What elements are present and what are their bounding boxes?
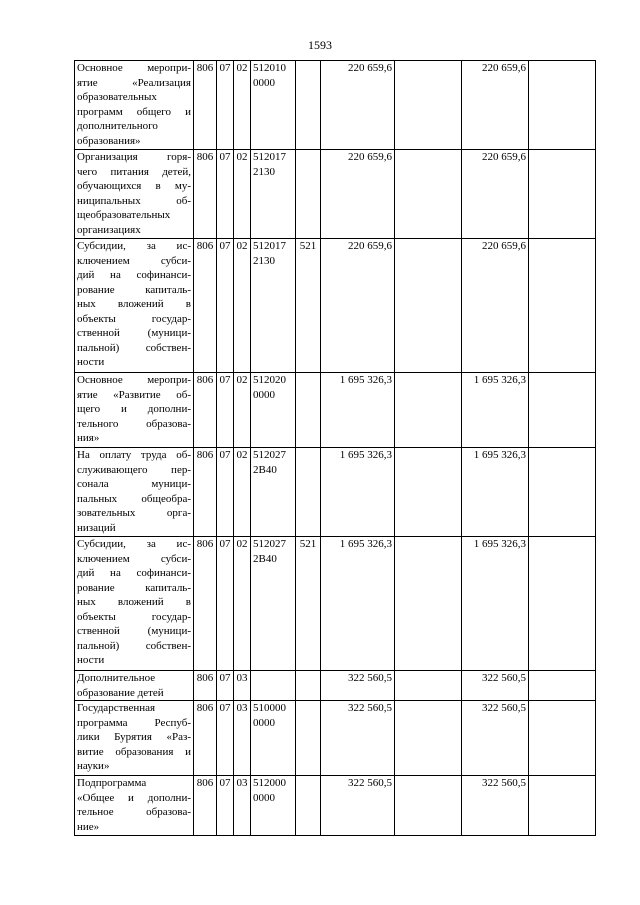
row-name-line: ключением субси- — [77, 552, 191, 565]
amount: 1 695 326,3 — [321, 373, 395, 448]
row-name — [75, 537, 194, 671]
row-name-line: На оплату труда об- — [77, 449, 191, 461]
row-name-line: тельное образова- — [77, 806, 191, 818]
expense-type-code — [296, 150, 321, 239]
target-article-code-line-1: 510000 — [253, 702, 286, 714]
row-name-line: низаций — [77, 521, 116, 534]
target-article-code-line-2: 2В40 — [253, 552, 277, 565]
row-name-line: Подпрограмма — [77, 777, 147, 789]
table-body — [75, 61, 596, 836]
row-name-line: щеобразовательных — [77, 209, 171, 221]
subsection-code: 02 — [234, 448, 251, 537]
amount: 220 659,6 — [321, 239, 395, 373]
row-name-line: дополнительного — [77, 120, 158, 132]
target-article-code-line-1: 512027 — [253, 538, 286, 550]
expense-type-code — [296, 61, 321, 150]
row-name-line: рование капиталь- — [77, 283, 191, 296]
target-article-code-line-1: 512020 — [253, 374, 286, 386]
amount: 322 560,5 — [321, 671, 395, 701]
row-name-line: программа Респуб- — [77, 716, 191, 729]
row-name-line: лики Бурятия «Раз- — [77, 731, 191, 743]
empty-cell — [395, 671, 462, 701]
target-article-code — [251, 373, 296, 448]
empty-cell — [395, 239, 462, 373]
subsection-code: 02 — [234, 537, 251, 671]
amount-extra: 322 560,5 — [462, 671, 529, 701]
empty-cell — [395, 776, 462, 836]
amount: 322 560,5 — [321, 701, 395, 776]
expense-type-code — [296, 776, 321, 836]
page-number: 1593 — [308, 38, 332, 52]
row-name-line: пальной) собствен- — [77, 341, 191, 354]
row-name-line: образования» — [77, 134, 141, 147]
row-name-line: ных вложений в — [77, 298, 191, 310]
section-code: 07 — [217, 150, 234, 239]
row-name-line: тельного образова- — [77, 417, 191, 430]
empty-cell — [395, 61, 462, 150]
empty-cell — [529, 671, 596, 701]
row-name-line: дий на софинанси- — [77, 567, 191, 579]
row-name-line: Субсидии, за ис- — [77, 538, 191, 550]
target-article-code-line-2: 2В40 — [253, 463, 277, 476]
subsection-code: 03 — [234, 776, 251, 836]
target-article-code-line-1: 512027 — [253, 449, 286, 461]
empty-cell — [395, 701, 462, 776]
table-row — [75, 537, 596, 671]
amount-extra: 1 695 326,3 — [462, 373, 529, 448]
row-name-line: Дополнительное — [77, 672, 156, 684]
row-name-line: зовательных орга- — [77, 507, 191, 519]
table-row — [75, 701, 596, 776]
section-code: 07 — [217, 448, 234, 537]
row-name-line: щего и дополни- — [77, 403, 191, 415]
row-name-line: объекты государ- — [77, 312, 191, 325]
subsection-code: 02 — [234, 150, 251, 239]
row-name-line: ниципальных об- — [77, 194, 191, 207]
empty-cell — [529, 239, 596, 373]
row-name — [75, 61, 194, 150]
empty-cell — [395, 537, 462, 671]
empty-cell — [395, 448, 462, 537]
row-name-line: ственной (муници- — [77, 327, 191, 339]
target-article-code-line-2: 0000 — [253, 716, 275, 729]
expense-type-code — [296, 448, 321, 537]
row-name-line: образование детей — [77, 686, 164, 699]
target-article-code-line-2: 0000 — [253, 388, 275, 401]
row-name-line: ключением субси- — [77, 254, 191, 267]
grbs-code: 806 — [194, 61, 217, 150]
section-code: 07 — [217, 701, 234, 776]
table-row — [75, 373, 596, 448]
amount-extra: 1 695 326,3 — [462, 448, 529, 537]
expense-type-code: 521 — [296, 537, 321, 671]
row-name — [75, 776, 194, 836]
row-name-line: организациях — [77, 223, 141, 236]
grbs-code: 806 — [194, 671, 217, 701]
grbs-code: 806 — [194, 448, 217, 537]
row-name — [75, 239, 194, 373]
subsection-code: 02 — [234, 373, 251, 448]
empty-cell — [529, 150, 596, 239]
section-code: 07 — [217, 537, 234, 671]
row-name-line: витие образования и — [77, 745, 191, 758]
amount-extra: 1 695 326,3 — [462, 537, 529, 671]
row-name-line: ятие «Развитие об- — [77, 388, 191, 401]
target-article-code — [251, 537, 296, 671]
empty-cell — [529, 61, 596, 150]
row-name-line: образовательных — [77, 91, 157, 103]
row-name — [75, 701, 194, 776]
row-name-line: чего питания детей, — [77, 165, 191, 178]
target-article-code — [251, 701, 296, 776]
amount-extra: 220 659,6 — [462, 150, 529, 239]
amount: 1 695 326,3 — [321, 537, 395, 671]
target-article-code-line-1: 512017 — [253, 151, 286, 163]
grbs-code: 806 — [194, 776, 217, 836]
amount: 220 659,6 — [321, 150, 395, 239]
row-name-line: обучающихся в му- — [77, 180, 191, 192]
row-name-line: Основное меропри- — [77, 374, 191, 386]
row-name-line: ственной (муници- — [77, 625, 191, 637]
expense-type-code — [296, 373, 321, 448]
row-name-line: служивающего пер- — [77, 463, 191, 476]
grbs-code: 806 — [194, 150, 217, 239]
table-row — [75, 239, 596, 373]
row-name-line: ности — [77, 356, 105, 368]
grbs-code: 806 — [194, 537, 217, 671]
target-article-code — [251, 671, 296, 701]
row-name-line: науки» — [77, 760, 110, 772]
row-name-line: ятие «Реализация — [77, 76, 191, 89]
section-code: 07 — [217, 671, 234, 701]
row-name-line: пальных общеобра- — [77, 492, 191, 505]
amount-extra: 220 659,6 — [462, 239, 529, 373]
row-name-line: пальной) собствен- — [77, 639, 191, 652]
empty-cell — [529, 448, 596, 537]
subsection-code: 03 — [234, 671, 251, 701]
table-row — [75, 671, 596, 701]
section-code: 07 — [217, 373, 234, 448]
table-row — [75, 61, 596, 150]
expense-type-code — [296, 701, 321, 776]
subsection-code: 02 — [234, 61, 251, 150]
target-article-code — [251, 776, 296, 836]
amount-extra: 220 659,6 — [462, 61, 529, 150]
expense-type-code — [296, 671, 321, 701]
row-name — [75, 150, 194, 239]
subsection-code: 02 — [234, 239, 251, 373]
row-name-line: ние» — [77, 820, 100, 833]
row-name-line: программ общего и — [77, 105, 191, 118]
amount: 322 560,5 — [321, 776, 395, 836]
row-name — [75, 671, 194, 701]
table-row — [75, 776, 596, 836]
grbs-code: 806 — [194, 373, 217, 448]
table-row — [75, 150, 596, 239]
empty-cell — [395, 373, 462, 448]
row-name — [75, 373, 194, 448]
empty-cell — [395, 150, 462, 239]
target-article-code-line-2: 2130 — [253, 165, 275, 178]
target-article-code-line-2: 0000 — [253, 76, 275, 89]
section-code: 07 — [217, 61, 234, 150]
row-name-line: ния» — [77, 432, 100, 444]
row-name-line: «Общее и дополни- — [77, 791, 191, 804]
expense-type-code: 521 — [296, 239, 321, 373]
row-name-line: сонала муници- — [77, 478, 191, 490]
subsection-code: 03 — [234, 701, 251, 776]
empty-cell — [529, 373, 596, 448]
row-name — [75, 448, 194, 537]
amount-extra: 322 560,5 — [462, 776, 529, 836]
row-name-line: объекты государ- — [77, 610, 191, 623]
target-article-code — [251, 61, 296, 150]
row-name-line: ности — [77, 654, 105, 666]
row-name-line: ных вложений в — [77, 596, 191, 608]
amount: 1 695 326,3 — [321, 448, 395, 537]
target-article-code — [251, 448, 296, 537]
row-name-line: Государственная — [77, 702, 156, 714]
target-article-code-line-2: 0000 — [253, 791, 275, 804]
target-article-code-line-1: 512017 — [253, 240, 286, 252]
target-article-code-line-1: 512000 — [253, 777, 286, 789]
row-name-line: Организация горя- — [77, 151, 191, 163]
section-code: 07 — [217, 239, 234, 373]
amount: 220 659,6 — [321, 61, 395, 150]
table-row — [75, 448, 596, 537]
target-article-code-line-2: 2130 — [253, 254, 275, 267]
row-name-line: Основное меропри- — [77, 62, 191, 74]
target-article-code-line-1: 512010 — [253, 62, 286, 74]
grbs-code: 806 — [194, 239, 217, 373]
empty-cell — [529, 701, 596, 776]
section-code: 07 — [217, 776, 234, 836]
target-article-code — [251, 239, 296, 373]
grbs-code: 806 — [194, 701, 217, 776]
amount-extra: 322 560,5 — [462, 701, 529, 776]
row-name-line: дий на софинанси- — [77, 269, 191, 281]
row-name-line: Субсидии, за ис- — [77, 240, 191, 252]
row-name-line: рование капиталь- — [77, 581, 191, 594]
target-article-code — [251, 150, 296, 239]
budget-table — [74, 60, 596, 836]
empty-cell — [529, 537, 596, 671]
empty-cell — [529, 776, 596, 836]
